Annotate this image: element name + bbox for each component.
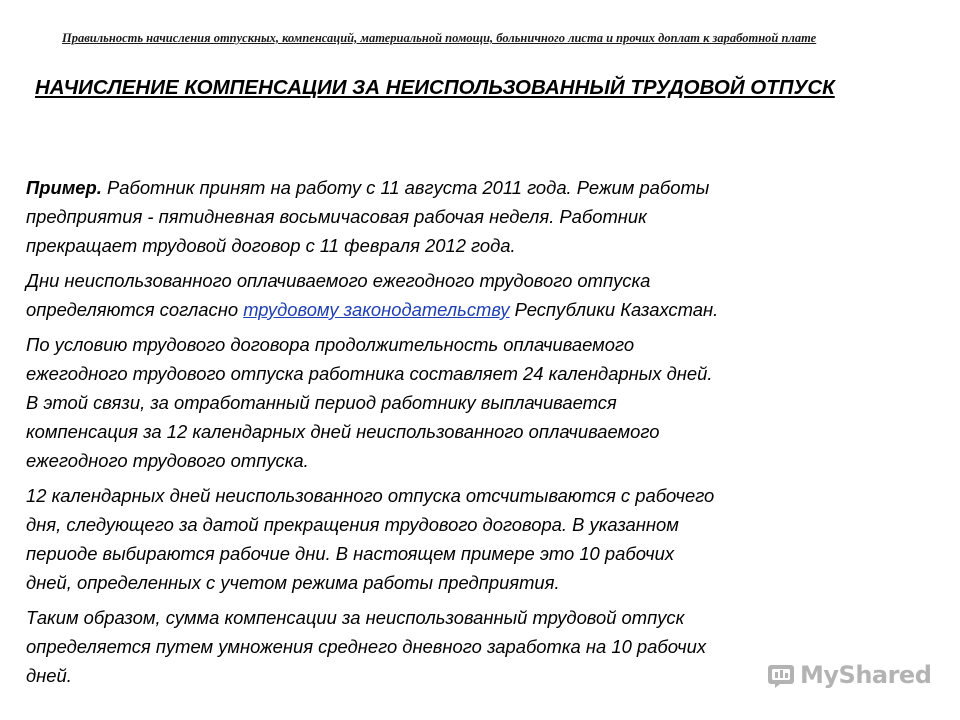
example-paragraph — [26, 173, 934, 260]
calendar-days-paragraph: 12 календарных дней неиспользованного отпуска отсчитываются с рабочего дня, следующего за датой прекращения трудового договора. В указанном периоде выбираются рабочие дни. В настоящем примере это 10 рабочих дней, определенных с учетом режима работы предприятия. — [26, 485, 715, 593]
legislation-paragraph — [26, 266, 934, 324]
page-title: НАЧИСЛЕНИЕ КОМПЕНСАЦИИ ЗА НЕИСПОЛЬЗОВАННЫЙ ТРУДОВОЙ ОТПУСК — [35, 76, 835, 99]
legislation-text-after: Республики Казахстан. — [509, 299, 719, 320]
conclusion-paragraph: Таким образом, сумма компенсации за неиспользованный трудовой отпуск определяется путем умножения среднего дневного заработка на 10 рабочих дней. — [26, 607, 707, 686]
legislation-text-before: Дни неиспользованного оплачиваемого ежегодного трудового отпуска определяются согласно — [26, 270, 651, 320]
watermark — [766, 659, 931, 691]
watermark-text: MyShared — [800, 661, 932, 689]
myshared-logo-icon — [766, 661, 796, 689]
document-body — [26, 173, 934, 696]
contract-paragraph: По условию трудового договора продолжительность оплачиваемого ежегодного трудового отпуска работника составляет 24 календарных дней. В этой связи, за отработанный период работнику выплачивается компенсация за 12 календарных дней неиспользованного оплачиваемого ежегодного трудового отпуска. — [26, 334, 713, 471]
example-text: Работник принят на работу с 11 августа 2011 года. Режим работы предприятия - пятидневная восьмичасовая рабочая неделя. Работник прекращает трудовой договор с 11 февраля 2012 года. — [26, 177, 710, 256]
header-note: Правильность начисления отпускных, компенсаций, материальной помощи, больничного листа и прочих доплат к заработной плате — [62, 31, 817, 45]
example-lead: Пример. — [26, 177, 102, 198]
labor-legislation-link[interactable]: трудовому законодательству — [243, 299, 510, 320]
